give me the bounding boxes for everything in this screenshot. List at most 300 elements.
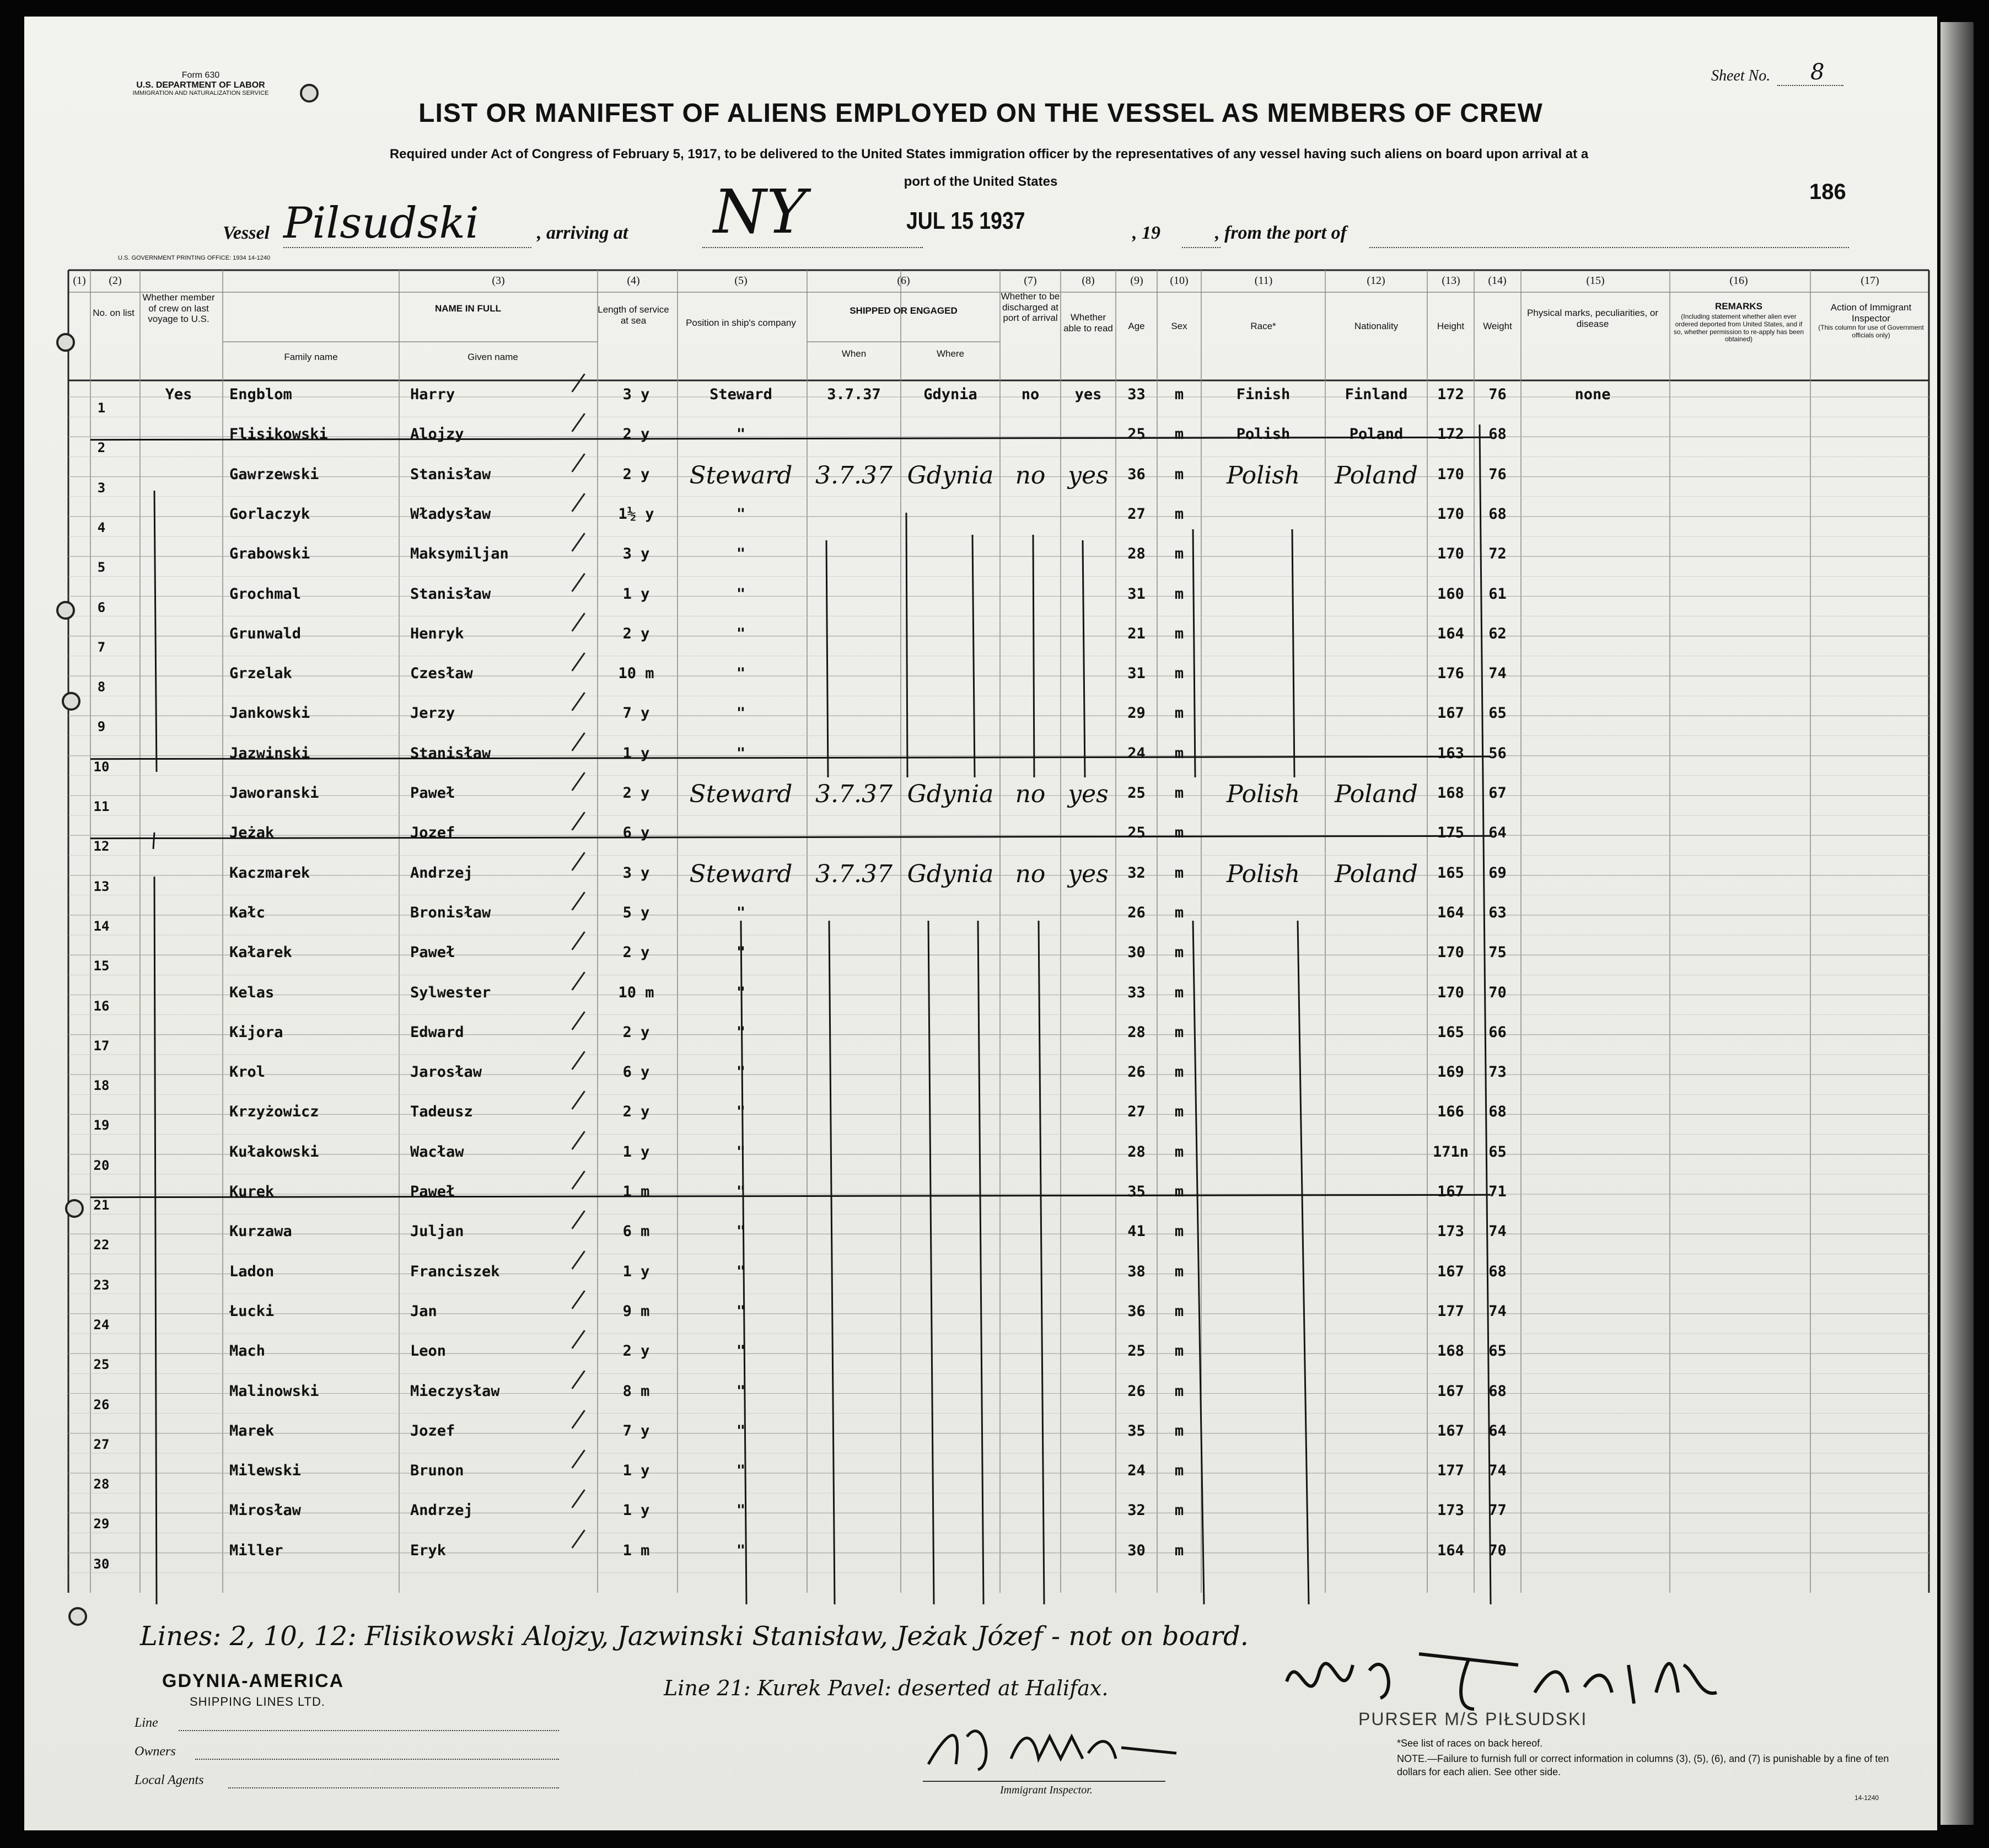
cell-age: 27 — [1127, 1103, 1146, 1121]
cell-position: " — [736, 625, 746, 642]
cell-age: 26 — [1127, 1382, 1146, 1400]
cell-position: " — [736, 984, 746, 1001]
cell-given: Maksymiljan — [410, 545, 509, 563]
header-remarks: REMARKS — [1715, 301, 1762, 311]
header-family-name: Family name — [284, 352, 338, 362]
column-number: (3) — [492, 275, 505, 287]
column-number: (17) — [1861, 275, 1879, 287]
cell-disch: no — [1021, 386, 1040, 403]
cell-service: 2 y — [622, 465, 650, 483]
cell-height: 167 — [1437, 1422, 1464, 1439]
cell-sex: m — [1174, 1342, 1184, 1360]
cell-service: 1 m — [622, 1541, 650, 1559]
cell-family: Jeżak — [229, 824, 275, 842]
column-number: (7) — [1024, 275, 1037, 287]
cell-position: " — [736, 1063, 746, 1081]
cell-service: 3 y — [622, 545, 650, 563]
cell-age: 36 — [1127, 465, 1146, 483]
column-number: (12) — [1367, 275, 1385, 287]
cell-weight: 71 — [1488, 1183, 1507, 1200]
cell-sex: m — [1174, 1143, 1184, 1161]
cell-no: 14 — [93, 918, 110, 934]
column-number: (6) — [897, 275, 910, 287]
cell-age: 25 — [1127, 785, 1146, 802]
line-rule — [179, 1730, 559, 1731]
cell-family: Flisikowski — [229, 426, 328, 443]
cell-position: " — [736, 744, 746, 762]
cell-weight: 68 — [1488, 1263, 1507, 1280]
cell-height: 164 — [1437, 1541, 1464, 1559]
header-given-name: Given name — [467, 352, 518, 362]
cell-height: 172 — [1437, 426, 1464, 443]
cell-position: " — [736, 1143, 746, 1161]
cell-when: 3.7.37 — [827, 386, 881, 403]
cell-age: 30 — [1127, 1541, 1146, 1559]
cell-weight: 67 — [1488, 785, 1507, 802]
cell-weight: 68 — [1488, 1103, 1507, 1121]
cell-service: 1½ y — [618, 505, 654, 523]
cell-no: 13 — [93, 878, 110, 894]
header-discharged: Whether to be discharged at port of arrival — [1001, 291, 1060, 324]
cell-sex: m — [1174, 505, 1184, 523]
header-able-read: Whether able to read — [1063, 312, 1113, 334]
cell-weight: 68 — [1488, 426, 1507, 443]
cell-family: Kałc — [229, 904, 266, 921]
header-nationality: Nationality — [1354, 321, 1399, 331]
cell-height: 177 — [1437, 1302, 1464, 1320]
cell-family: Grzelak — [229, 665, 292, 683]
cell-no: 28 — [93, 1476, 110, 1492]
cell-race: Polish — [1226, 461, 1300, 490]
column-number: (11) — [1254, 275, 1273, 287]
line-label: Line — [135, 1716, 158, 1730]
cell-position: Steward — [689, 780, 793, 808]
cell-sex: m — [1174, 545, 1184, 563]
cell-where: Gdynia — [907, 461, 994, 490]
cell-age: 35 — [1127, 1422, 1146, 1439]
cell-no: 8 — [97, 679, 106, 695]
inspector-signature — [917, 1704, 1204, 1786]
cell-age: 35 — [1127, 1183, 1146, 1200]
cell-weight: 56 — [1488, 744, 1507, 762]
cell-age: 28 — [1127, 545, 1146, 563]
cell-height: 170 — [1437, 465, 1464, 483]
arriving-label: , arriving at — [537, 223, 628, 243]
page-edge — [1940, 22, 1974, 1825]
cell-given: Jerzy — [410, 705, 455, 722]
page-number: 186 — [1809, 180, 1846, 204]
cell-weight: 65 — [1488, 1143, 1507, 1161]
cell-position: " — [736, 1541, 746, 1559]
form-number: Form 630 — [181, 71, 220, 80]
cell-given: Harry — [410, 386, 455, 403]
cell-height: 165 — [1437, 1023, 1464, 1041]
cell-position: " — [736, 1263, 746, 1280]
cell-position: " — [736, 1183, 746, 1200]
cell-service: 2 y — [622, 1342, 650, 1360]
cell-service: 1 y — [622, 1263, 650, 1280]
cell-no: 20 — [93, 1157, 110, 1173]
cell-given: Stanisław — [410, 465, 491, 483]
cell-service: 1 y — [622, 744, 650, 762]
cell-given: Edward — [410, 1023, 464, 1041]
cell-age: 27 — [1127, 505, 1146, 523]
cell-weight: 75 — [1488, 944, 1507, 961]
ditto-marks — [24, 17, 1937, 1830]
cell-position: " — [736, 545, 746, 563]
cell-height: 172 — [1437, 386, 1464, 403]
cell-weight: 65 — [1488, 1342, 1507, 1360]
cell-sex: m — [1174, 1462, 1184, 1480]
cell-given: Andrzej — [410, 864, 473, 882]
header-remarks-note: (Including statement whether alien ever ordered deported from United States, and if so, whether permission to re-apply has been obtained) — [1673, 313, 1804, 343]
column-number: (1) — [73, 275, 86, 287]
footer-note-line21: Line 21: Kurek Pavel: deserted at Halifax. — [664, 1676, 1109, 1700]
cell-sex: m — [1174, 984, 1184, 1001]
cell-position: " — [736, 1422, 746, 1439]
cell-position: " — [736, 944, 746, 961]
cell-no: 19 — [93, 1118, 110, 1133]
cell-family: Mirosław — [229, 1502, 302, 1519]
purser-label: PURSER M/S PIŁSUDSKI — [1358, 1709, 1588, 1729]
cell-height: 173 — [1437, 1223, 1464, 1240]
cell-age: 33 — [1127, 386, 1146, 403]
cell-family: Grabowski — [229, 545, 310, 563]
cell-age: 36 — [1127, 1302, 1146, 1320]
subtitle-line-1: Required under Act of Congress of February 5, 1917, to be delivered to the United States immigration officer by the representatives of any vessel having such aliens on board upon arrival at a — [389, 147, 1589, 162]
cell-family: Gorlaczyk — [229, 505, 310, 523]
cell-nat: Poland — [1334, 780, 1418, 808]
cell-no: 5 — [97, 560, 106, 576]
cell-no: 30 — [93, 1556, 110, 1572]
cell-age: 31 — [1127, 665, 1146, 683]
cell-age: 28 — [1127, 1023, 1146, 1041]
cell-weight: 69 — [1488, 864, 1507, 882]
cell-position: " — [736, 1342, 746, 1360]
cell-sex: m — [1174, 705, 1184, 722]
cell-height: 175 — [1437, 824, 1464, 842]
printer-line: U.S. GOVERNMENT PRINTING OFFICE: 1934 14-1240 — [118, 255, 271, 261]
cell-family: Kelas — [229, 984, 275, 1001]
cell-family: Mach — [229, 1342, 266, 1360]
header-physical-marks: Physical marks, peculiarities, or disease — [1526, 308, 1659, 329]
cell-weight: 74 — [1488, 1462, 1507, 1480]
cell-given: Jozef — [410, 824, 455, 842]
column-number: (4) — [627, 275, 640, 287]
cell-sex: m — [1174, 785, 1184, 802]
cell-family: Jazwinski — [229, 744, 310, 762]
cell-height: 167 — [1437, 1263, 1464, 1280]
cell-sex: m — [1174, 1382, 1184, 1400]
cell-family: Miller — [229, 1541, 283, 1559]
cell-no: 7 — [97, 639, 106, 655]
header-weight: Weight — [1483, 321, 1512, 331]
header-where: Where — [936, 348, 965, 359]
header-position: Position in ship's company — [686, 318, 796, 328]
cell-position: Steward — [689, 859, 793, 888]
cell-sex: m — [1174, 1183, 1184, 1200]
cell-family: Gawrzewski — [229, 465, 319, 483]
cell-height: 168 — [1437, 785, 1464, 802]
cell-sex: m — [1174, 1302, 1184, 1320]
cell-position: " — [736, 1462, 746, 1480]
cell-family: Krzyżowicz — [229, 1103, 319, 1121]
cell-when: 3.7.37 — [815, 780, 893, 808]
header-length-service: Length of service at sea — [598, 304, 669, 326]
cell-position: " — [736, 1382, 746, 1400]
cell-weight: 76 — [1488, 386, 1507, 403]
cell-family: Grunwald — [229, 625, 302, 642]
cell-age: 38 — [1127, 1263, 1146, 1280]
cell-service: 1 y — [622, 1143, 650, 1161]
cell-age: 24 — [1127, 744, 1146, 762]
cell-family: Marek — [229, 1422, 275, 1439]
cell-height: 168 — [1437, 1342, 1464, 1360]
cell-position: " — [736, 1223, 746, 1240]
cell-sex: m — [1174, 1103, 1184, 1121]
cell-given: Tadeusz — [410, 1103, 473, 1121]
cell-family: Kijora — [229, 1023, 283, 1041]
cell-age: 21 — [1127, 625, 1146, 642]
cell-nat: Poland — [1334, 859, 1418, 888]
cell-no: 17 — [93, 1038, 110, 1054]
header-sex: Sex — [1171, 321, 1187, 331]
cell-sex: m — [1174, 386, 1184, 403]
cell-given: Bronisław — [410, 904, 491, 921]
cell-service: 1 y — [622, 585, 650, 603]
company-sub: SHIPPING LINES LTD. — [190, 1695, 325, 1709]
cell-weight: 77 — [1488, 1502, 1507, 1519]
vessel-name: Pilsudski — [283, 198, 479, 248]
cell-sex: m — [1174, 824, 1184, 842]
cell-given: Jan — [410, 1302, 437, 1320]
cell-given: Sylwester — [410, 984, 491, 1001]
cell-no: 9 — [97, 719, 106, 735]
header-action: Action of Immigrant Inspector — [1830, 302, 1912, 324]
cell-height: 176 — [1437, 665, 1464, 683]
cell-sex: m — [1174, 465, 1184, 483]
column-number: (10) — [1170, 275, 1189, 287]
cell-service: 1 y — [622, 1462, 650, 1480]
cell-weight: 72 — [1488, 545, 1507, 563]
cell-height: 163 — [1437, 744, 1464, 762]
cell-sex: m — [1174, 1541, 1184, 1559]
cell-weight: 65 — [1488, 705, 1507, 722]
cell-no: 3 — [97, 480, 106, 496]
cell-height: 173 — [1437, 1502, 1464, 1519]
cell-service: 10 m — [618, 665, 654, 683]
cell-no: 18 — [93, 1078, 110, 1094]
cell-family: Jaworanski — [229, 785, 319, 802]
cell-service: 3 y — [622, 386, 650, 403]
cell-age: 26 — [1127, 1063, 1146, 1081]
cell-height: 164 — [1437, 625, 1464, 642]
header-age: Age — [1128, 321, 1145, 331]
cell-family: Malinowski — [229, 1382, 319, 1400]
cell-service: 1 m — [622, 1183, 650, 1200]
cell-given: Paweł — [410, 1183, 455, 1200]
manifest-page — [24, 17, 1937, 1830]
cell-service: 2 y — [622, 785, 650, 802]
header-action-note: (This column for use of Government officials only) — [1818, 324, 1924, 339]
cell-family: Kałarek — [229, 944, 292, 961]
cell-family: Krol — [229, 1063, 266, 1081]
cell-age: 31 — [1127, 585, 1146, 603]
cell-read: yes — [1068, 780, 1109, 808]
cell-height: 171n — [1432, 1143, 1469, 1161]
column-number: (8) — [1082, 275, 1095, 287]
cell-weight: 73 — [1488, 1063, 1507, 1081]
cell-position: " — [736, 904, 746, 921]
cell-position: " — [736, 665, 746, 683]
sheet-number: 8 — [1810, 60, 1825, 85]
cell-given: Czesław — [410, 665, 473, 683]
cell-weight: 74 — [1488, 1302, 1507, 1320]
cell-service: 9 m — [622, 1302, 650, 1320]
cell-read: yes — [1068, 859, 1109, 888]
cell-sex: m — [1174, 1263, 1184, 1280]
cell-disch: no — [1015, 461, 1046, 490]
cell-position: Steward — [709, 386, 772, 403]
cell-sex: m — [1174, 1502, 1184, 1519]
cell-no: 29 — [93, 1516, 110, 1532]
cell-weight: 76 — [1488, 465, 1507, 483]
header-height: Height — [1437, 321, 1465, 331]
cell-height: 169 — [1437, 1063, 1464, 1081]
column-number: (5) — [734, 275, 748, 287]
header-when: When — [841, 348, 867, 359]
cell-nat: Poland — [1349, 426, 1404, 443]
cell-weight: 64 — [1488, 824, 1507, 842]
cell-given: Alojzy — [410, 426, 464, 443]
races-note: *See list of races on back hereof. — [1397, 1738, 1543, 1749]
page-title: LIST OR MANIFEST OF ALIENS EMPLOYED ON THE VESSEL AS MEMBERS OF CREW — [418, 99, 1543, 128]
cell-sex: m — [1174, 744, 1184, 762]
cell-sex: m — [1174, 585, 1184, 603]
cell-no: 4 — [97, 519, 106, 535]
cell-sex: m — [1174, 864, 1184, 882]
cell-sex: m — [1174, 944, 1184, 961]
cell-given: Andrzej — [410, 1502, 473, 1519]
cell-sex: m — [1174, 426, 1184, 443]
cell-service: 3 y — [622, 864, 650, 882]
department: U.S. DEPARTMENT OF LABOR — [136, 80, 265, 90]
sheet-label: Sheet No. — [1711, 67, 1771, 84]
cell-where: Gdynia — [907, 780, 994, 808]
cell-service: 2 y — [622, 1023, 650, 1041]
cell-no: 12 — [93, 839, 110, 855]
cell-family: Milewski — [229, 1462, 302, 1480]
cell-weight: 63 — [1488, 904, 1507, 921]
cell-given: Franciszek — [410, 1263, 500, 1280]
cell-service: 6 m — [622, 1223, 650, 1240]
company-name: GDYNIA-AMERICA — [162, 1670, 345, 1691]
cell-given: Eryk — [410, 1541, 447, 1559]
cell-no: 22 — [93, 1237, 110, 1253]
cell-height: 166 — [1437, 1103, 1464, 1121]
header-race: Race* — [1250, 321, 1276, 331]
cell-no: 6 — [97, 599, 106, 615]
cell-given: Juljan — [410, 1223, 464, 1240]
cell-sex: m — [1174, 1063, 1184, 1081]
cell-family: Grochmal — [229, 585, 302, 603]
cell-height: 160 — [1437, 585, 1464, 603]
year-label: , 19 — [1132, 223, 1160, 243]
footer-note-lines: Lines: 2, 10, 12: Flisikowski Alojzy, Jazwinski Stanisław, Jeżak Józef - not on board. — [140, 1621, 1249, 1652]
arriving-port: NY — [713, 176, 807, 247]
cell-weight: 74 — [1488, 1223, 1507, 1240]
cell-read: yes — [1074, 386, 1102, 403]
cell-given: Paweł — [410, 944, 455, 961]
cell-age: 24 — [1127, 1462, 1146, 1480]
agents-label: Local Agents — [135, 1773, 204, 1787]
header-name-in-full: NAME IN FULL — [435, 303, 501, 314]
cell-family: Kułakowski — [229, 1143, 319, 1161]
cell-family: Kurek — [229, 1183, 275, 1200]
cell-given: Mieczysław — [410, 1382, 500, 1400]
cell-no: 27 — [93, 1436, 110, 1452]
cell-no: 10 — [93, 759, 110, 775]
cell-service: 8 m — [622, 1382, 650, 1400]
owners-label: Owners — [135, 1744, 176, 1759]
cell-race: Polish — [1226, 780, 1300, 808]
vessel-label: Vessel — [223, 223, 270, 243]
cell-position: " — [736, 1302, 746, 1320]
cell-race: Polish — [1226, 859, 1300, 888]
cell-age: 30 — [1127, 944, 1146, 961]
cell-service: 2 y — [622, 625, 650, 642]
cell-weight: 64 — [1488, 1422, 1507, 1439]
cell-no: 11 — [93, 799, 110, 814]
cell-family: Łucki — [229, 1302, 275, 1320]
cell-no: 23 — [93, 1277, 110, 1293]
form-code: 14-1240 — [1854, 1794, 1879, 1802]
cell-position: " — [736, 585, 746, 603]
cell-given: Jarosław — [410, 1063, 482, 1081]
cell-weight: 74 — [1488, 665, 1507, 683]
cell-given: Stanisław — [410, 585, 491, 603]
cell-height: 170 — [1437, 944, 1464, 961]
cell-sex: m — [1174, 1422, 1184, 1439]
cell-no: 26 — [93, 1396, 110, 1412]
cell-no: 21 — [93, 1197, 110, 1213]
cell-position: Steward — [689, 461, 793, 490]
cell-age: 33 — [1127, 984, 1146, 1001]
date-stamp: JUL 15 1937 — [906, 207, 1025, 234]
cell-age: 25 — [1127, 426, 1146, 443]
cell-race: Polish — [1236, 426, 1291, 443]
cell-given: Jozef — [410, 1422, 455, 1439]
cell-no: 2 — [97, 440, 106, 456]
cell-no: 25 — [93, 1357, 110, 1373]
cell-weight: 66 — [1488, 1023, 1507, 1041]
cell-age: 28 — [1127, 1143, 1146, 1161]
cell-weight: 70 — [1488, 984, 1507, 1001]
cell-given: Henryk — [410, 625, 464, 642]
cell-weight: 61 — [1488, 585, 1507, 603]
cell-weight: 70 — [1488, 1541, 1507, 1559]
cell-family: Kaczmarek — [229, 864, 310, 882]
cell-sex: m — [1174, 625, 1184, 642]
cell-height: 167 — [1437, 1382, 1464, 1400]
cell-no: 1 — [97, 400, 106, 416]
owners-rule — [195, 1759, 559, 1760]
cell-height: 177 — [1437, 1462, 1464, 1480]
cell-nat: Finland — [1345, 386, 1408, 403]
cell-race: Finish — [1236, 386, 1291, 403]
column-number: (9) — [1130, 275, 1143, 287]
cell-given: Wacław — [410, 1143, 464, 1161]
